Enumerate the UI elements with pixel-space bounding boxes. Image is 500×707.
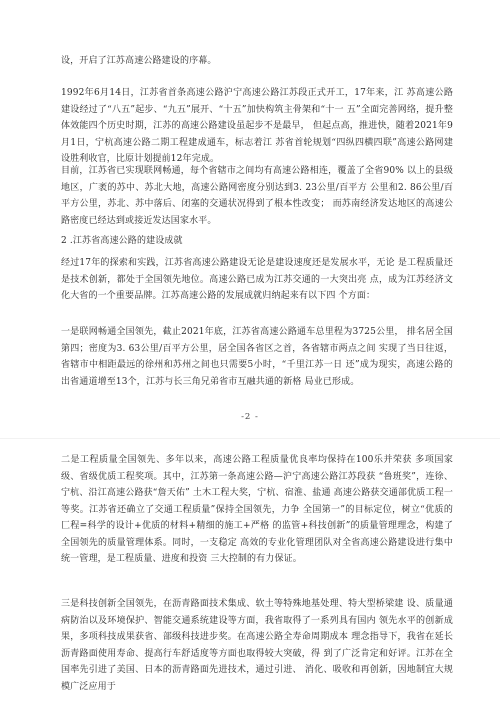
paragraph-achievements-intro: 经过17年的探索和实践，江苏省高速公路建设无论是建设速度还是发展水平，无论 是工程质量还是技术创新，都处于全国领先地位。高速公路已成为江苏交通的一大突出亮 点，成为江苏经济文化大省的一个重要品牌。江苏高速公路的发展成就归纳起来有以下四 个方面： xyxy=(61,258,453,301)
paragraph-innovation-leading: 三是科技创新全国领先，在沥青路面技术集成、软土等特殊地基处理、特大型桥梁建 设、质量通病防治以及环境保护、智能交通系统建设等方面，我省取得了一系列具有国内 领先水平的创新成果，多项科技成果获省、部级科技进步奖。在高速公路全寿命周期成本 理念指导下，我省在延长沥青路面使用寿命、提高行车舒适度等方面也取得较大突破，得 到了广泛肯定和好评。江苏在全国率先引进了美国、日本的沥青路面先进技术，通过引进、 消化、吸收和再创新，因地制宜大规模广泛应用于 xyxy=(61,599,453,692)
section-heading: 2 .江苏省高速公路的建设成就 xyxy=(61,236,183,246)
page-number: -2 - xyxy=(241,412,259,422)
paragraph-history: 1992年6月14日，江苏省首条高速公路沪宁高速公路江苏段正式开工，17年来，江 苏高速公路建设经过了“八五”起步、“九五”展开、“十五”加快构筑主骨架和“十一 五”全面完善网络，提升整体效能四个历史时期，江苏的高速公路建设虽起步不是最早， 但起点高，推进快，随着2021年9月1日，宁杭高速公路二期工程建成通车，标志着江 苏省首轮规划“四纵四横四联”高速公路网建设胜利收官，比原计划提前12年完成。 xyxy=(61,88,453,164)
paragraph-network-status: 目前，江苏省已实现联网畅通，每个省辖市之间均有高速公路相连，覆盖了全省90% 以上的县级地区，广袤的苏中、苏北大地，高速公路网密度分别达到3. 23公里/百平方 公里和2. 86公里/百平方公里，苏北、苏中落后、闭塞的交通状况得到了根本性改变； 而苏南经济发达地区的高速公路密度已经达到或接近发达国家水平。 xyxy=(61,166,453,226)
paragraph-intro-tail: 设，开启了江苏高速公路建设的序幕。 xyxy=(61,56,217,66)
paragraph-network-leading: 一是联网畅通全国领先，截止2021年底，江苏省高速公路通车总里程为3725公里， 排名居全国第四；密度为3. 63公里/百平方公里，居全国各省区之首，各省辖市两点之间 实现了当日往返，省辖市中相距最远的徐州和苏州之间也只需要5小时，“千里江苏一日 还”成为现实，高速公路的出省通道增至13个，江苏与长三角兄弟省市互融共通的新格 局业已形成。 xyxy=(61,327,453,387)
page-break xyxy=(0,438,500,439)
paragraph-quality-leading: 二是工程质量全国领先、多年以来，高速公路工程质量优良率均保持在100乐并荣获 多项国家级、省级优质工程奖项。其中，江苏第一条高速公路—沪宁高速公路江苏段获 “鲁班奖”，连徐、宁杭、沿江高速公路获“詹天佑” 土木工程大奖，宁杭、宿淮、盐通 高速公路获交通部优质工程一等奖。江苏省还确立了交通工程质量”保持全国领先，力争 全国第一”的目标定位，树立“优质的匚程=科学的设计+优质的材料+精细的施工+严格 的监管+科技创新”的质量管理理念，构建了全国领先的质量管理体系。同时，一支稳定 高效的专业化管理团队对全省高速公路建设进行集中统一管理，是工程质量、进度和投资 三大控制的有力保证。 xyxy=(61,455,453,564)
